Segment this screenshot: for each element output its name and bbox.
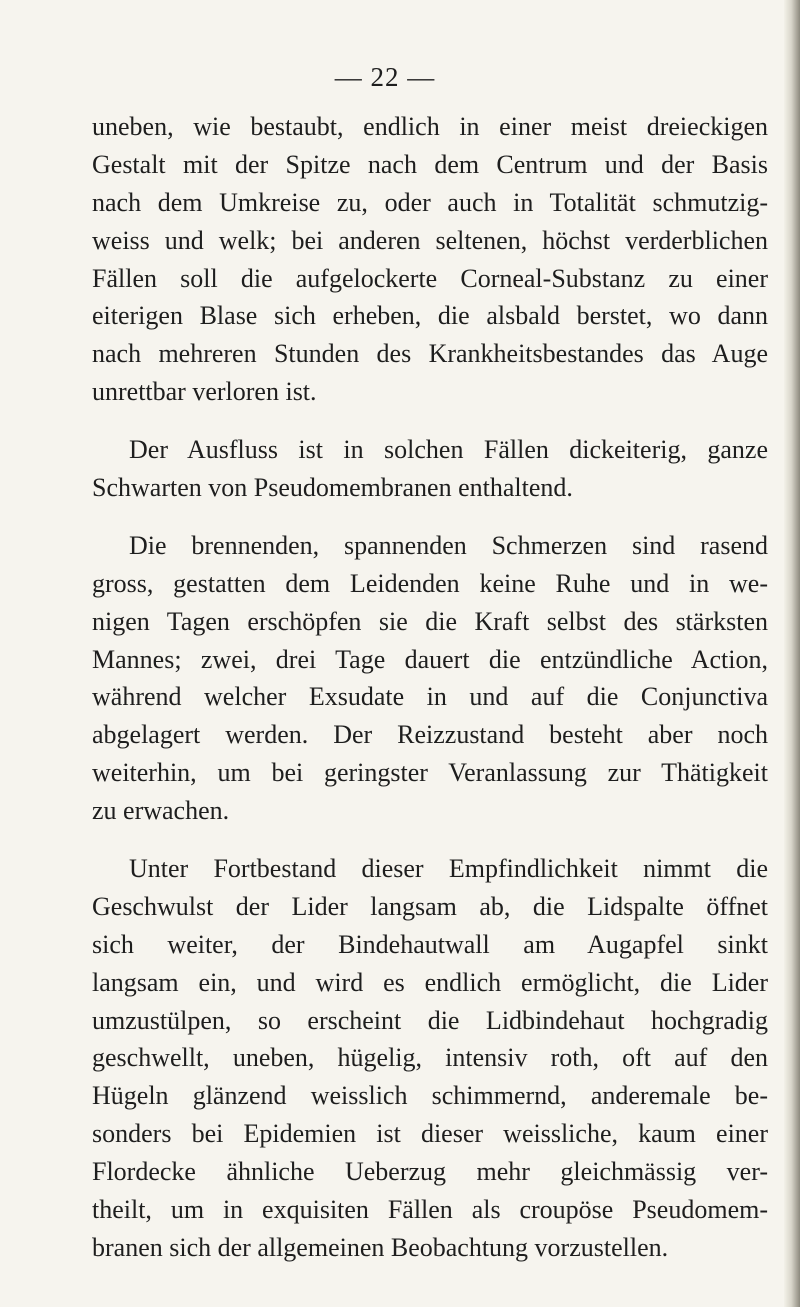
text-line: umzustülpen, so erscheint die Lidbindehaut hochgradig: [92, 1005, 768, 1035]
paragraph-1: [92, 108, 768, 411]
paragraph-3: [92, 527, 768, 830]
text-line: Gestalt mit der Spitze nach dem Centrum und der Basis: [92, 149, 768, 179]
text-line: während welcher Exsudate in und auf die Conjunctiva: [92, 682, 768, 712]
text-line: nigen Tagen erschöpfen sie die Kraft selbst des stärksten: [92, 606, 768, 636]
text-line: sonders bei Epidemien ist dieser weissliche, kaum einer: [92, 1119, 768, 1149]
text-line: Flordecke ähnliche Ueberzug mehr gleichmässig ver-: [92, 1157, 768, 1187]
text-line: abgelagert werden. Der Reizzustand besteht aber noch: [92, 720, 768, 750]
text-line: unrettbar verloren ist.: [92, 377, 317, 407]
text-line: eiterigen Blase sich erheben, die alsbald berstet, wo dann: [92, 301, 768, 331]
text-line: nach mehreren Stunden des Krankheitsbestandes das Auge: [92, 339, 768, 369]
text-line: weiterhin, um bei geringster Veranlassung zur Thätigkeit: [92, 758, 768, 788]
paragraph-gap: [92, 830, 768, 850]
text-line: Hügeln glänzend weisslich schimmernd, anderemale be-: [92, 1081, 768, 1111]
text-line: Fällen soll die aufgelockerte Corneal-Substanz zu einer: [92, 263, 768, 293]
text-line: uneben, wie bestaubt, endlich in einer meist dreieckigen: [92, 112, 768, 141]
paragraph-gap: [92, 507, 768, 527]
body-text: [92, 108, 768, 1267]
text-line: weiss und welk; bei anderen seltenen, höchst verderblichen: [92, 225, 768, 255]
text-line: branen sich der allgemeinen Beobachtung vorzustellen.: [92, 1232, 669, 1262]
text-line: langsam ein, und wird es endlich ermöglicht, die Lider: [92, 967, 768, 997]
text-line: nach dem Umkreise zu, oder auch in Totalität schmutzig-: [92, 187, 768, 217]
text-line: Der Ausfluss ist in solchen Fällen dickeiterig, ganze: [129, 435, 768, 465]
paragraph-gap: [92, 411, 768, 431]
text-line: Schwarten von Pseudomembranen enthaltend.: [92, 473, 573, 503]
text-line: gross, gestatten dem Leidenden keine Ruhe und in we-: [92, 568, 768, 598]
text-line: geschwellt, uneben, hügelig, intensiv roth, oft auf den: [92, 1043, 768, 1073]
paragraph-2: [92, 431, 768, 507]
paragraph-4: [92, 850, 768, 1267]
text-line: Unter Fortbestand dieser Empfindlichkeit nimmt die: [129, 854, 768, 884]
text-line: theilt, um in exquisiten Fällen als croupöse Pseudomem-: [92, 1195, 768, 1225]
text-line: sich weiter, der Bindehautwall am Augapfel sinkt: [92, 929, 768, 959]
text-line: Mannes; zwei, drei Tage dauert die entzündliche Action,: [92, 644, 768, 674]
text-line: Die brennenden, spannenden Schmerzen sind rasend: [129, 530, 768, 560]
page-edge-shadow: [784, 0, 800, 1307]
text-line: zu erwachen.: [92, 796, 230, 826]
page-number: — 22 —: [334, 62, 436, 92]
text-line: Geschwulst der Lider langsam ab, die Lidspalte öffnet: [92, 891, 768, 921]
